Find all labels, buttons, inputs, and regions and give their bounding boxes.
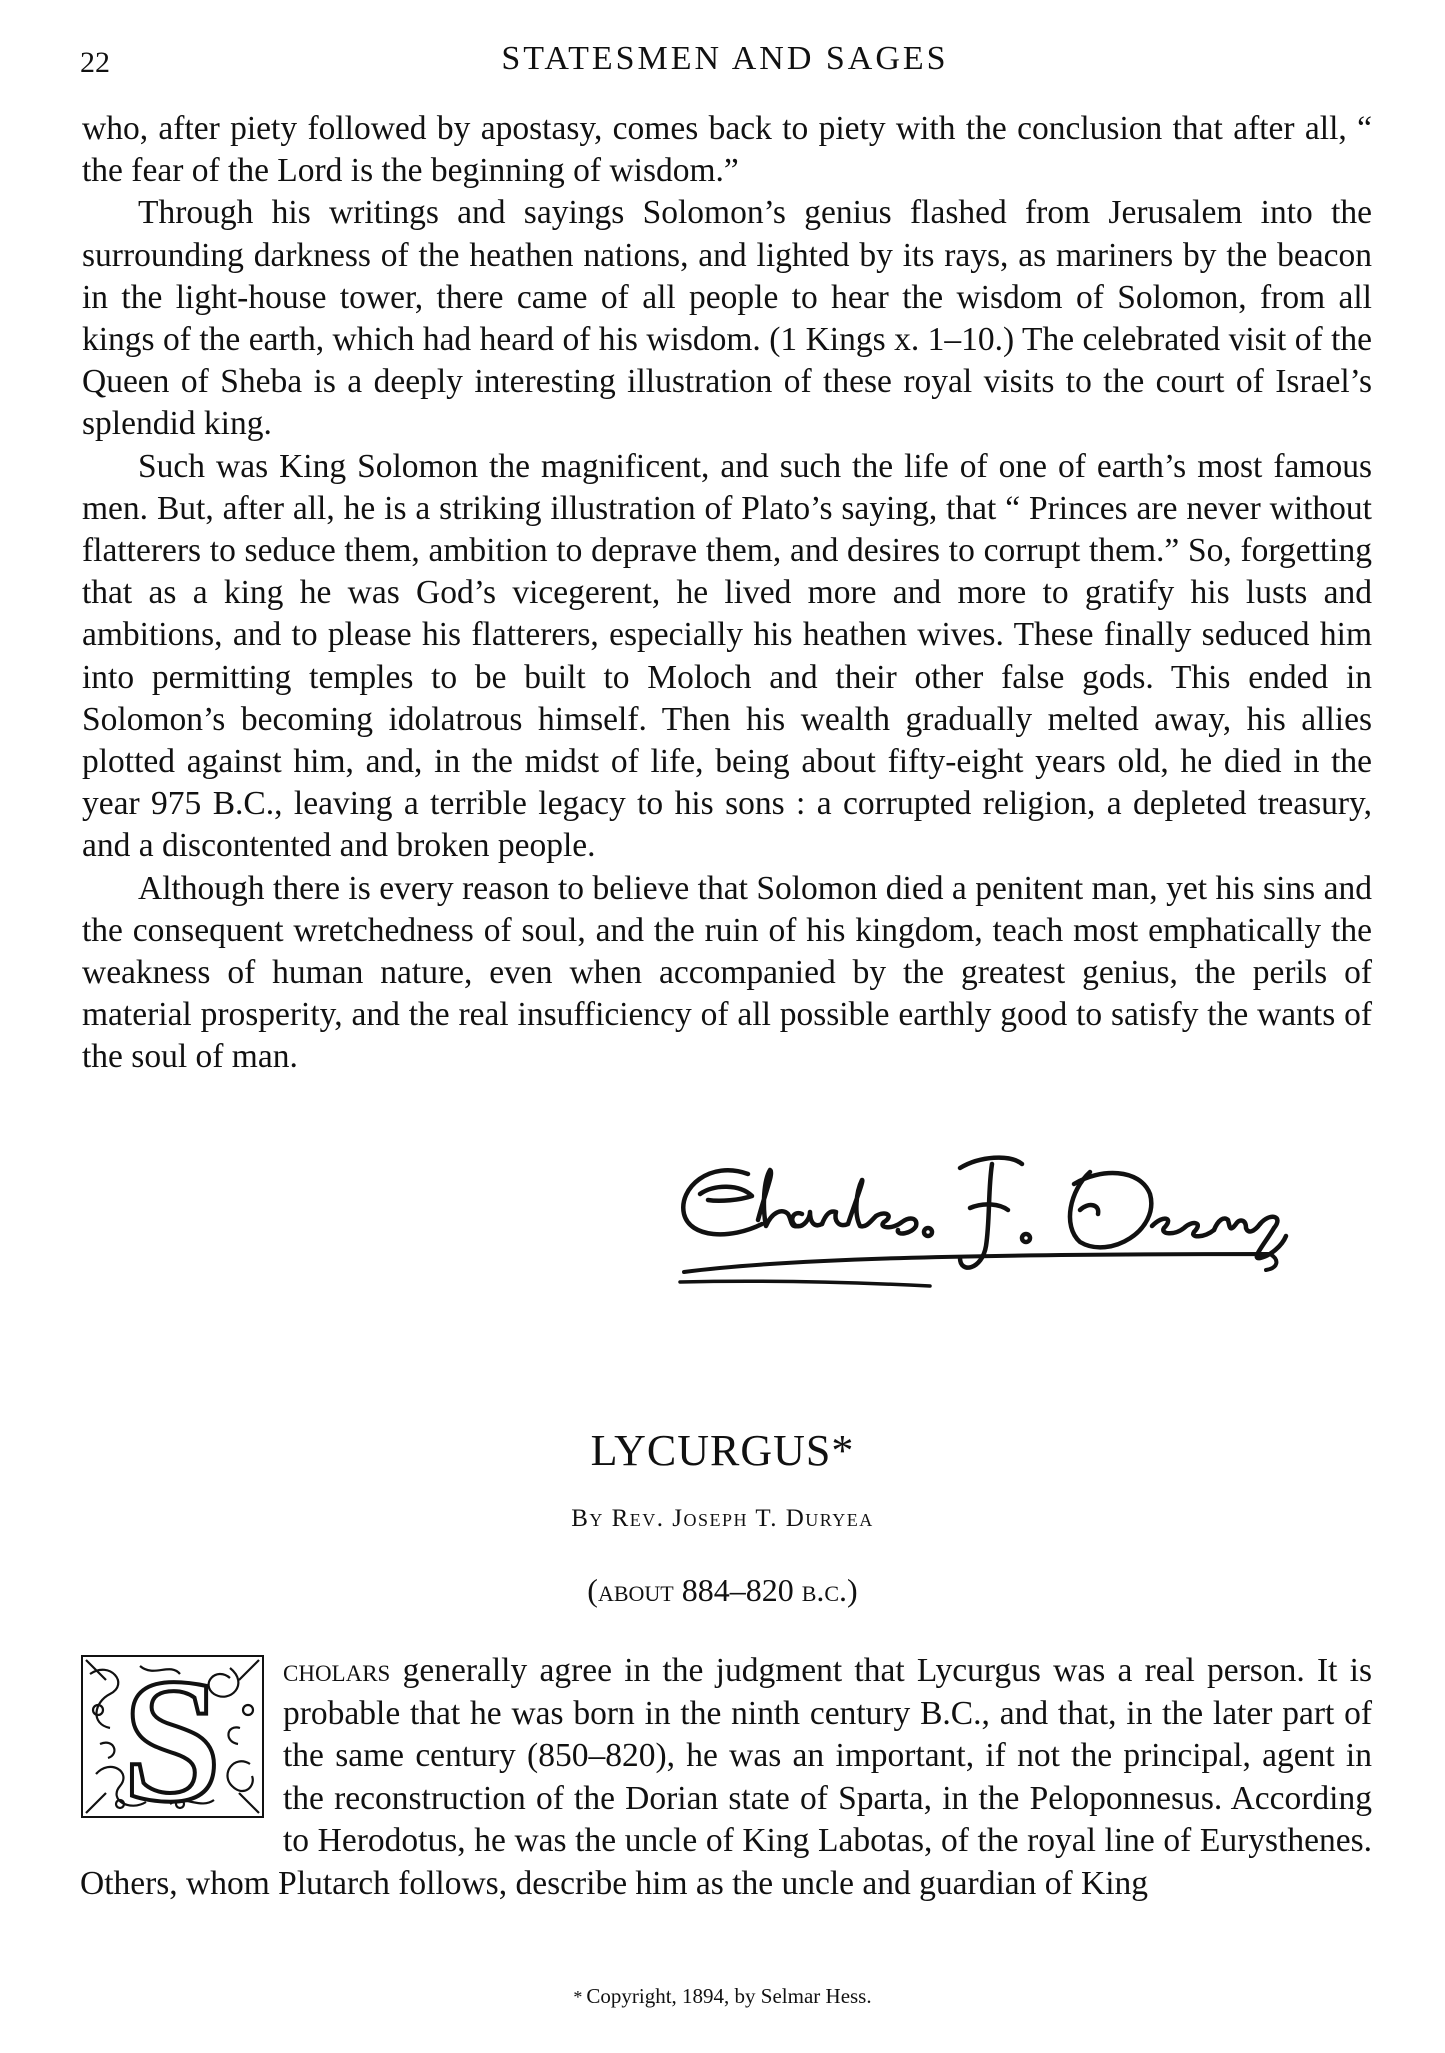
lycurgus-essay-text xyxy=(80,1650,1372,1905)
article-title xyxy=(0,1425,1445,1476)
article-byline: By Rev. Joseph T. Duryea xyxy=(571,1505,874,1532)
lycurgus-opening-text: generally agree in the judgment that Lycurgus was a real person. It is probable that he was born in the ninth century B.C., and that, in the later part of the same century (850–820), he was an important, if not the principal, agent in the reconstruction of the Dorian state of Sparta, in the Peloponnesus. According to Herodotus, he was the uncle of King Labotas, of the royal line of Eurysthenes. Others, whom Plutarch follows, describe him as the uncle and guardian of King xyxy=(80,1652,1372,1902)
footnote-text: Copyright, 1894, by Selmar Hess. xyxy=(586,1984,872,2008)
ornamental-drop-cap xyxy=(80,1654,265,1819)
signature-drawing xyxy=(670,1150,1320,1300)
paragraph-solomon-penitent: Although there is every reason to believe that Solomon died a penitent man, yet his sins and the consequent wretchedness of soul, and the ruin of his kingdom, teach most emphatically the weakness of human nature, even when accompanied by the greatest genius, the perils of material prosperity, and the real insufficiency of all possible earthly good to satisfy the wants of the soul of man. xyxy=(82,869,1372,1076)
drop-cap-letter: S xyxy=(122,1654,222,1819)
paragraph-continued: who, after piety followed by apostasy, comes back to piety with the conclusion that after all, “ the fear of the Lord is the beginning of wisdom.” xyxy=(82,110,1372,190)
footnote-marker: * xyxy=(573,1987,583,2007)
article-dates: (about 884–820 b.c.) xyxy=(587,1572,858,1608)
paragraph-lycurgus-opening xyxy=(80,1650,1372,1905)
footnote-reference-marker: * xyxy=(831,1426,855,1475)
running-head xyxy=(80,40,1370,88)
article-title-text: LYCURGUS xyxy=(590,1426,832,1475)
handwritten-signature xyxy=(670,1150,1320,1300)
running-title: STATESMEN AND SAGES xyxy=(501,40,949,77)
paragraph-solomon-genius: Through his writings and sayings Solomon’s genius flashed from Jerusalem into the surrounding darkness of the heathen nations, and lighted by its rays, as mariners by the beacon in the light-house tower, there came of all people to hear the wisdom of Solomon, from all kings of the earth, which had heard of his wisdom. (1 Kings x. 1–10.) The celebrated visit of the Queen of Sheba is a deeply interesting illustration of these royal visits to the court of Israel’s splendid king. xyxy=(82,194,1372,443)
paragraph-solomon-magnificent: Such was King Solomon the magnificent, and such the life of one of earth’s most famous men. But, after all, he is a striking illustration of Plato’s saying, that “ Princes are never without flatterers to seduce them, ambition to deprave them, and desires to corrupt them.” So, forgetting that as a king he was God’s vicegerent, he lived more and more to gratify his lusts and ambitions, and to please his flatterers, especially his heathen wives. These finally seduced him into permitting temples to be built to Moloch and their other false gods. This ended in Solomon’s becoming idolatrous himself. Then his wealth gradually melted away, his allies plotted against him, and, in the midst of life, being about fifty-eight years old, he died in the year 975 B.C., leaving a terrible legacy to his sons : a corrupted religion, a depleted treasury, and a discontented and broken people. xyxy=(82,447,1372,865)
drop-cap-ornament-icon xyxy=(80,1654,265,1819)
footnote xyxy=(0,1984,1445,2009)
solomon-essay-text xyxy=(82,108,1372,1079)
lead-word: cholars xyxy=(283,1652,391,1689)
page-number: 22 xyxy=(80,46,110,79)
